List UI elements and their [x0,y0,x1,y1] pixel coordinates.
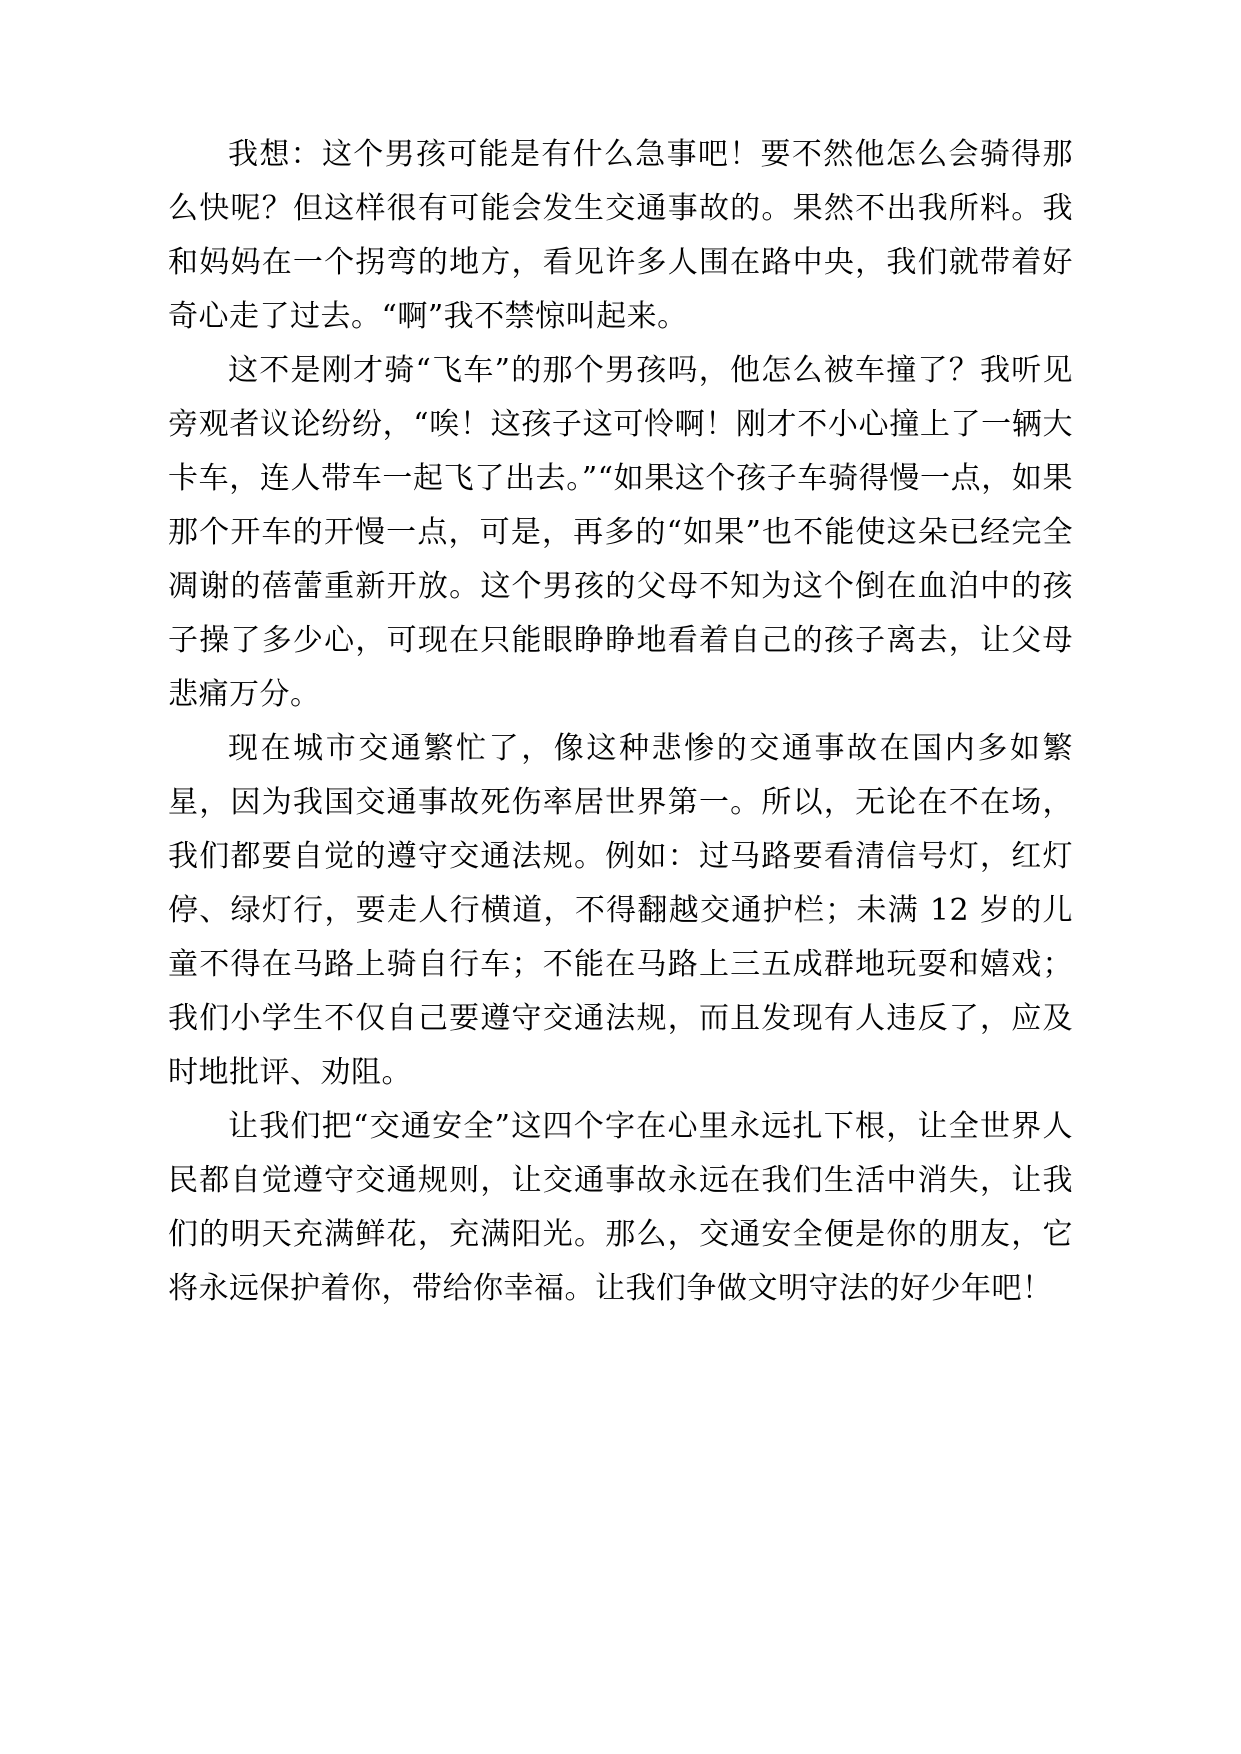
paragraph-1: 我想：这个男孩可能是有什么急事吧！要不然他怎么会骑得那么快呢？但这样很有可能会发生交通事故的。果然不出我所料。我和妈妈在一个拐弯的地方，看见许多人围在路中央，我们就带着好奇心走了过去。“啊”我不禁惊叫起来。 [168,137,1073,334]
paragraph-2: 这不是刚才骑“飞车”的那个男孩吗，他怎么被车撞了？我听见旁观者议论纷纷，“唉！这孩子这可怜啊！刚才不小心撞上了一辆大卡车，连人带车一起飞了出去。”“如果这个孩子车骑得慢一点，如果那个开车的开慢一点，可是，再多的“如果”也不能使这朵已经完全凋谢的蓓蕾重新开放。这个男孩的父母不知为这个倒在血泊中的孩子操了多少心，可现在只能眼睁睁地看着自己的孩子离去，让父母悲痛万分。 [168,353,1073,712]
document-body [168,128,1073,1316]
paragraph-4: 让我们把“交通安全”这四个字在心里永远扎下根，让全世界人民都自觉遵守交通规则，让交通事故永远在我们生活中消失，让我们的明天充满鲜花，充满阳光。那么，交通安全便是你的朋友，它将永远保护着你，带给你幸福。让我们争做文明守法的好少年吧！ [168,1109,1073,1306]
paragraph-3: 现在城市交通繁忙了，像这种悲惨的交通事故在国内多如繁星，因为我国交通事故死伤率居世界第一。所以，无论在不在场，我们都要自觉的遵守交通法规。例如：过马路要看清信号灯，红灯停、绿灯行，要走人行横道，不得翻越交通护栏；未满 12 岁的儿童不得在马路上骑自行车；不能在马路上三五成群地玩耍和嬉戏；我们小学生不仅自己要遵守交通法规，而且发现有人违反了，应及时地批评、劝阻。 [168,731,1073,1090]
